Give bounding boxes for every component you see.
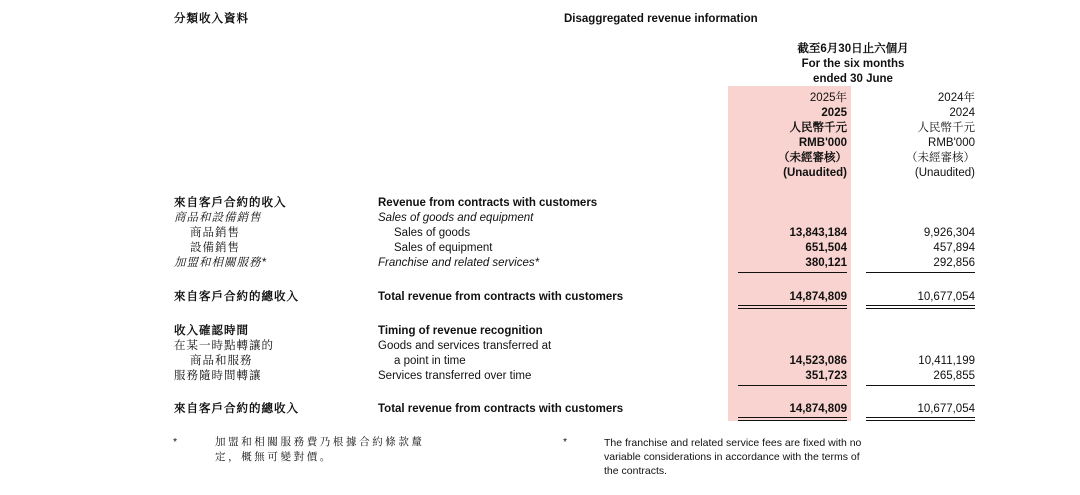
- subtotal-rule-2025-s2: [738, 385, 847, 386]
- row-over-time-2025: 351,723: [805, 370, 847, 382]
- row-sales-equipment-en: Sales of equipment: [394, 242, 493, 254]
- col2024-year-zh: 2024年: [937, 92, 975, 104]
- col2024-currency: RMB'000: [928, 137, 975, 149]
- section2-heading-en: Timing of revenue recognition: [378, 325, 543, 337]
- total-double-rule-2025-s2: [738, 417, 847, 421]
- row-franchise-zh: 加盟和相關服務*: [174, 257, 267, 269]
- footnote-zh-line2: 定，概無可變對價。: [215, 451, 333, 463]
- section2-total-2024: 10,677,054: [917, 403, 975, 415]
- section1-heading-zh: 來自客戶合約的收入: [174, 197, 287, 209]
- total-double-rule-2024-s2: [866, 417, 975, 421]
- title-zh: 分類收入資料: [174, 13, 249, 25]
- title-en: Disaggregated revenue information: [564, 13, 758, 25]
- section1-sub-en: Sales of goods and equipment: [378, 212, 534, 224]
- col2025-currency: RMB'000: [798, 137, 847, 149]
- row-franchise-2025: 380,121: [805, 257, 847, 269]
- period-zh: 截至6月30日止六個月: [797, 43, 909, 55]
- col2025-status-zh: （未經審核）: [778, 152, 847, 164]
- section1-sub-zh: 商品和設備銷售: [174, 212, 262, 224]
- row-point-in-time-en-line1: Goods and services transferred at: [378, 340, 552, 352]
- footnote-en-line3: the contracts.: [604, 465, 668, 477]
- subtotal-rule-2024-s2: [866, 385, 975, 386]
- section2-total-2025: 14,874,809: [789, 403, 847, 415]
- row-sales-equipment-2025: 651,504: [805, 242, 847, 254]
- row-over-time-en: Services transferred over time: [378, 370, 532, 382]
- period-en-line1: For the six months: [801, 58, 905, 70]
- footnote-en-line1: The franchise and related service fees are fixed with no: [604, 437, 862, 449]
- section1-heading-en: Revenue from contracts with customers: [378, 197, 598, 209]
- row-sales-equipment-2024: 457,894: [933, 242, 975, 254]
- col2024-status: (Unaudited): [914, 167, 975, 179]
- section2-heading-zh: 收入確認時間: [174, 325, 249, 337]
- footnote-zh-line1: 加盟和相關服務費乃根據合約條款釐: [215, 436, 425, 448]
- section2-total-en: Total revenue from contracts with customers: [378, 403, 624, 415]
- subtotal-rule-2025: [738, 272, 847, 273]
- period-en-line2: ended 30 June: [813, 73, 893, 85]
- row-over-time-2024: 265,855: [933, 370, 975, 382]
- row-over-time-zh: 服務隨時間轉讓: [174, 370, 262, 382]
- row-sales-goods-zh: 商品銷售: [190, 227, 240, 239]
- footnote-en-line2: variable considerations in accordance with the terms of: [604, 451, 860, 463]
- row-point-in-time-zh-line1: 在某一時點轉讓的: [174, 340, 274, 352]
- footnote-marker-en: *: [563, 436, 568, 448]
- col2025-year-zh: 2025年: [809, 92, 847, 104]
- row-point-in-time-2025: 14,523,086: [789, 355, 847, 367]
- col2024-year: 2024: [949, 107, 975, 119]
- section1-total-2024: 10,677,054: [917, 291, 975, 303]
- row-franchise-en: Franchise and related services*: [378, 257, 540, 269]
- row-sales-goods-en: Sales of goods: [394, 227, 471, 239]
- row-point-in-time-2024: 10,411,199: [918, 355, 975, 367]
- footnote-marker-zh: *: [173, 436, 178, 448]
- row-sales-equipment-zh: 設備銷售: [190, 242, 240, 254]
- section2-total-zh: 來自客戶合約的總收入: [174, 403, 299, 415]
- row-franchise-2024: 292,856: [933, 257, 975, 269]
- col2025-currency-zh: 人民幣千元: [789, 122, 847, 134]
- total-double-rule-2025: [738, 305, 847, 309]
- row-point-in-time-zh-line2: 商品和服務: [190, 355, 253, 367]
- col2024-status-zh: （未經審核）: [906, 152, 975, 164]
- section1-total-en: Total revenue from contracts with customers: [378, 291, 624, 303]
- section1-total-2025: 14,874,809: [789, 291, 847, 303]
- col2025-year: 2025: [821, 107, 847, 119]
- row-point-in-time-en-line2: a point in time: [394, 355, 466, 367]
- col2024-currency-zh: 人民幣千元: [917, 122, 975, 134]
- subtotal-rule-2024: [866, 272, 975, 273]
- col2025-status: (Unaudited): [783, 167, 847, 179]
- row-sales-goods-2025: 13,843,184: [789, 227, 847, 239]
- section1-total-zh: 來自客戶合約的總收入: [174, 291, 299, 303]
- total-double-rule-2024: [866, 305, 975, 309]
- row-sales-goods-2024: 9,926,304: [923, 227, 975, 239]
